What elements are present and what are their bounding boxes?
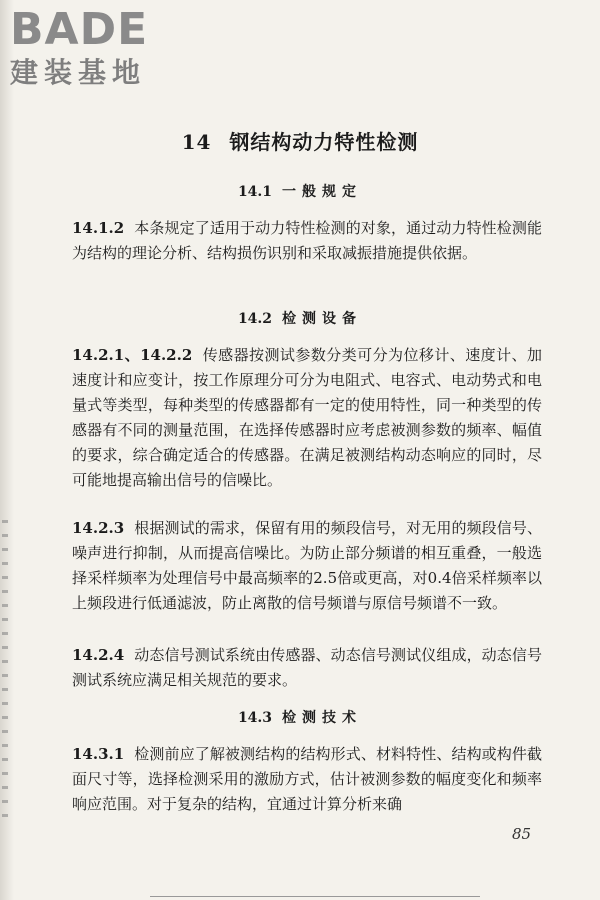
logo-wordmark: BADE xyxy=(10,4,149,55)
clause-number: 14.3.1 xyxy=(72,745,125,763)
bade-logo xyxy=(10,4,185,92)
clause-14-3-1 xyxy=(72,742,542,817)
section-number: 14.3 xyxy=(237,710,273,726)
clause-text: 检测前应了解被测结构的结构形式、材料特性、结构或构件截面尺寸等，选择检测采用的激励方式，估计被测参数的幅度变化和频率响应范围。对于复杂的结构，宜通过计算分析来确 xyxy=(72,745,542,813)
section-number: 14.1 xyxy=(237,184,273,200)
chapter-name: 钢结构动力特性检测 xyxy=(229,130,419,154)
chapter-title xyxy=(0,128,600,156)
clause-text: 本条规定了适用于动力特性检测的对象，通过动力特性检测能为结构的理论分析、结构损伤识别和采取减振措施提供依据。 xyxy=(72,219,542,262)
clause-text: 动态信号测试系统由传感器、动态信号测试仪组成，动态信号测试系统应满足相关规范的要求。 xyxy=(72,646,542,689)
clause-14-1-2 xyxy=(72,216,542,266)
section-heading-14-1 xyxy=(0,182,600,202)
section-title: 一般规定 xyxy=(282,184,363,200)
section-heading-14-3 xyxy=(0,708,600,728)
section-heading-14-2 xyxy=(0,309,600,329)
scan-edge-line xyxy=(150,896,480,897)
clause-14-2-4 xyxy=(72,643,542,693)
section-title: 检测技术 xyxy=(282,710,363,726)
logo-subtitle: 建装基地 xyxy=(10,56,147,89)
clause-number: 14.2.4 xyxy=(72,646,125,664)
clause-number: 14.1.2 xyxy=(72,219,125,237)
page-number: 85 xyxy=(512,825,532,843)
clause-text: 根据测试的需求，保留有用的频段信号，对无用的频段信号、噪声进行抑制，从而提高信噪比。为防止部分频谱的相互重叠，一般选择采样频率为处理信号中最高频率的2.5倍或更高，对0.4倍采样频率以上频段进行低通滤波，防止离散的信号频谱与原信号频谱不一致。 xyxy=(72,519,542,612)
section-title: 检测设备 xyxy=(282,311,363,327)
clause-14-2-1-2 xyxy=(72,343,542,493)
clause-text: 传感器按测试参数分类可分为位移计、速度计、加速度计和应变计，按工作原理分可分为电阻式、电容式、电动势式和电量式等类型，每种类型的传感器都有一定的使用特性，同一种类型的传感器有不同的测量范围，在选择传感器时应考虑被测参数的频率、幅值的要求，综合确定适合的传感器。在满足被测结构动态响应的同时，尽可能地提高输出信号的信噪比。 xyxy=(72,346,542,489)
chapter-number: 14 xyxy=(181,130,212,154)
section-number: 14.2 xyxy=(237,311,273,327)
clause-number: 14.2.1、14.2.2 xyxy=(72,346,193,364)
clause-number: 14.2.3 xyxy=(72,519,125,537)
clause-14-2-3 xyxy=(72,516,542,616)
